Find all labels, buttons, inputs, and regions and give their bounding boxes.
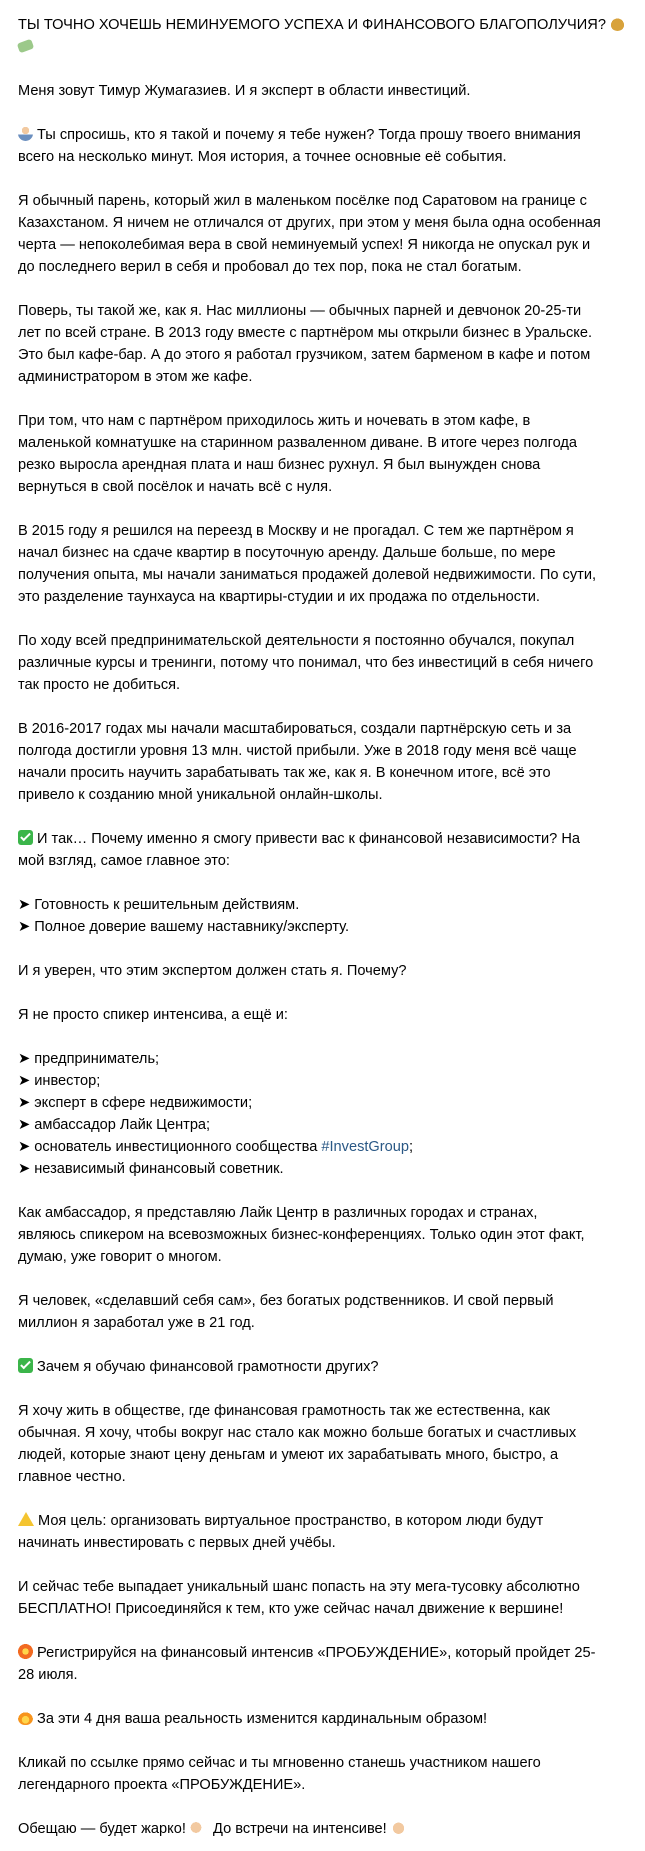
title-text: ТЫ ТОЧНО ХОЧЕШЬ НЕМИНУЕМОГО УСПЕХА И ФИНАНСОВОГО БЛАГОПОЛУЧИЯ? bbox=[18, 17, 606, 33]
why-teach-heading: Зачем я обучаю финансовой грамотности других? bbox=[18, 1356, 627, 1378]
list-item: ➤ Готовность к решительным действиям. bbox=[18, 897, 300, 913]
paragraph-business-collapse: При том, что нам с партнёром приходилось жить и ночевать в этом кафе, в маленькой комнатушке на старинном разваленном диване. В итоге через полгода резко выросла арендная плата и наш бизнес рухнул. Я был вынужден снова вернуться в свой посёлок и начать всё с нуля. bbox=[18, 413, 578, 495]
ambassador-paragraph: Как амбассадор, я представляю Лайк Центр в различных городах и странах, являюсь спикером на всевозможных бизнес-конференциях. Только один этот факт, думаю, уже говорит о многом. bbox=[18, 1205, 585, 1265]
paragraph-cafe-bar: Поверь, ты такой же, как я. Нас миллионы — обычных парней и девчонок 20-25-ти лет по всей стране. В 2013 году вместе с партнёром мы открыли бизнес в Уральске. Это был кафе-бар. А до этого я работал грузчиком, затем барменом в кафе и потом администратором в этом же кафе. bbox=[18, 303, 593, 385]
list-item: ➤ Полное доверие вашему наставнику/эксперту. bbox=[18, 919, 350, 935]
question-paragraph: Ты спросишь, кто я такой и почему я тебе нужен? Тогда прошу твоего внимания всего на несколько минут. Моя история, а точнее основные её события. bbox=[18, 127, 581, 165]
list-item: ➤ независимый финансовый советник. bbox=[18, 1161, 284, 1177]
paragraph-scaling: В 2016-2017 годах мы начали масштабироваться, создали партнёрскую сеть и за полгода достигли уровня 13 млн. чистой прибыли. Уже в 2018 году меня всё чаще начали просить научить зарабатывать так же, как я. В конечном итоге, всё это привело к созданию мной уникальной онлайн-школы. bbox=[18, 721, 577, 803]
fire-icon bbox=[18, 1710, 33, 1725]
raised-fist-icon bbox=[391, 1820, 406, 1835]
intro-paragraph: Меня зовут Тимур Жумагазиев. И я эксперт в области инвестиций. bbox=[18, 83, 471, 99]
arrow-bullet-icon: ➤ bbox=[18, 897, 31, 913]
sure-paragraph: И я уверен, что этим экспертом должен стать я. Почему? bbox=[18, 963, 407, 979]
arrow-bullet-icon: ➤ bbox=[18, 1139, 31, 1155]
self-made-paragraph: Я человек, «сделавший себя сам», без богатых родственников. И свой первый миллион я заработал уже в 21 год. bbox=[18, 1293, 554, 1331]
key-points-list bbox=[18, 894, 627, 938]
check-mark-icon bbox=[18, 830, 33, 845]
list-item: ➤ предприниматель; bbox=[18, 1051, 160, 1067]
flexed-biceps-icon bbox=[190, 1820, 205, 1835]
money-bag-icon bbox=[610, 16, 625, 31]
society-paragraph: Я хочу жить в обществе, где финансовая грамотность так же естественна, как обычная. Я хочу, чтобы вокруг нас стало как можно больше богатых и счастливых людей, которые знают цену деньгам и умеют их зарабатывать много, быстро, а главное честно. bbox=[18, 1403, 577, 1485]
arrow-bullet-icon: ➤ bbox=[18, 1095, 31, 1111]
register-paragraph: Регистрируйся на финансовый интенсив «ПРОБУЖДЕНИЕ», который пройдет 25- 28 июля. bbox=[18, 1645, 596, 1683]
collision-icon bbox=[18, 1644, 33, 1659]
promise-paragraph: Обещаю — будет жарко! До встречи на интенсиве! bbox=[18, 1818, 627, 1840]
post-title bbox=[18, 14, 627, 58]
paragraph-moscow: В 2015 году я решился на переезд в Москву и не прогадал. С тем же партнёром я начал бизнес на сдаче квартир в посуточную аренду. Дальше больше, по мере получения опыта, мы начали заниматься продажей долевой недвижимости. По сути, это разделение таунхауса на квартиры-студии и их продажа по отдельности. bbox=[18, 523, 597, 605]
goal-paragraph: Моя цель: организовать виртуальное пространство, в котором люди будут начинать инвестировать с первых дней учёбы. bbox=[18, 1513, 544, 1551]
check-mark-icon bbox=[18, 1358, 33, 1373]
flying-money-icon bbox=[17, 39, 35, 54]
list-item: ➤ основатель инвестиционного сообщества #InvestGroup; bbox=[18, 1139, 414, 1155]
warning-icon bbox=[18, 1512, 34, 1526]
arrow-bullet-icon: ➤ bbox=[18, 1051, 31, 1067]
investgroup-hashtag-link[interactable]: #InvestGroup bbox=[321, 1139, 409, 1155]
list-item: ➤ амбассадор Лайк Центра; bbox=[18, 1117, 211, 1133]
free-chance-paragraph: И сейчас тебе выпадает уникальный шанс попасть на эту мега-тусовку абсолютно БЕСПЛАТНО! Присоединяйся к тем, кто уже сейчас начал движение к вершине! bbox=[18, 1579, 580, 1617]
person-icon bbox=[18, 126, 33, 141]
click-link-paragraph: Кликай по ссылке прямо сейчас и ты мгновенно станешь участником нашего легендарного проекта «ПРОБУЖДЕНИЕ». bbox=[18, 1755, 541, 1793]
why-me-paragraph: И так… Почему именно я смогу привести вас к финансовой независимости? На мой взгляд, самое главное это: bbox=[18, 831, 581, 869]
arrow-bullet-icon: ➤ bbox=[18, 1073, 31, 1089]
paragraph-origin: Я обычный парень, который жил в маленьком посёлке под Саратовом на границе с Казахстаном. Я ничем не отличался от других, при этом у меня была одна особенная черта — непоколебимая вера в свой неминуемый успех! Я никогда не опускал рук и до последнего верил в себя и пробовал до тех пор, пока не стал богатым. bbox=[18, 193, 601, 275]
arrow-bullet-icon: ➤ bbox=[18, 1117, 31, 1133]
arrow-bullet-icon: ➤ bbox=[18, 919, 31, 935]
list-item: ➤ эксперт в сфере недвижимости; bbox=[18, 1095, 253, 1111]
arrow-bullet-icon: ➤ bbox=[18, 1161, 31, 1177]
four-days-paragraph: За эти 4 дня ваша реальность изменится кардинальным образом! bbox=[18, 1708, 627, 1730]
list-item: ➤ инвестор; bbox=[18, 1073, 101, 1089]
paragraph-education: По ходу всей предпринимательской деятельности я постоянно обучался, покупал различные курсы и тренинги, потому что понимал, что без инвестиций в себя ничего так просто не добиться. bbox=[18, 633, 594, 693]
not-just-paragraph: Я не просто спикер интенсива, а ещё и: bbox=[18, 1007, 288, 1023]
roles-list bbox=[18, 1048, 627, 1180]
